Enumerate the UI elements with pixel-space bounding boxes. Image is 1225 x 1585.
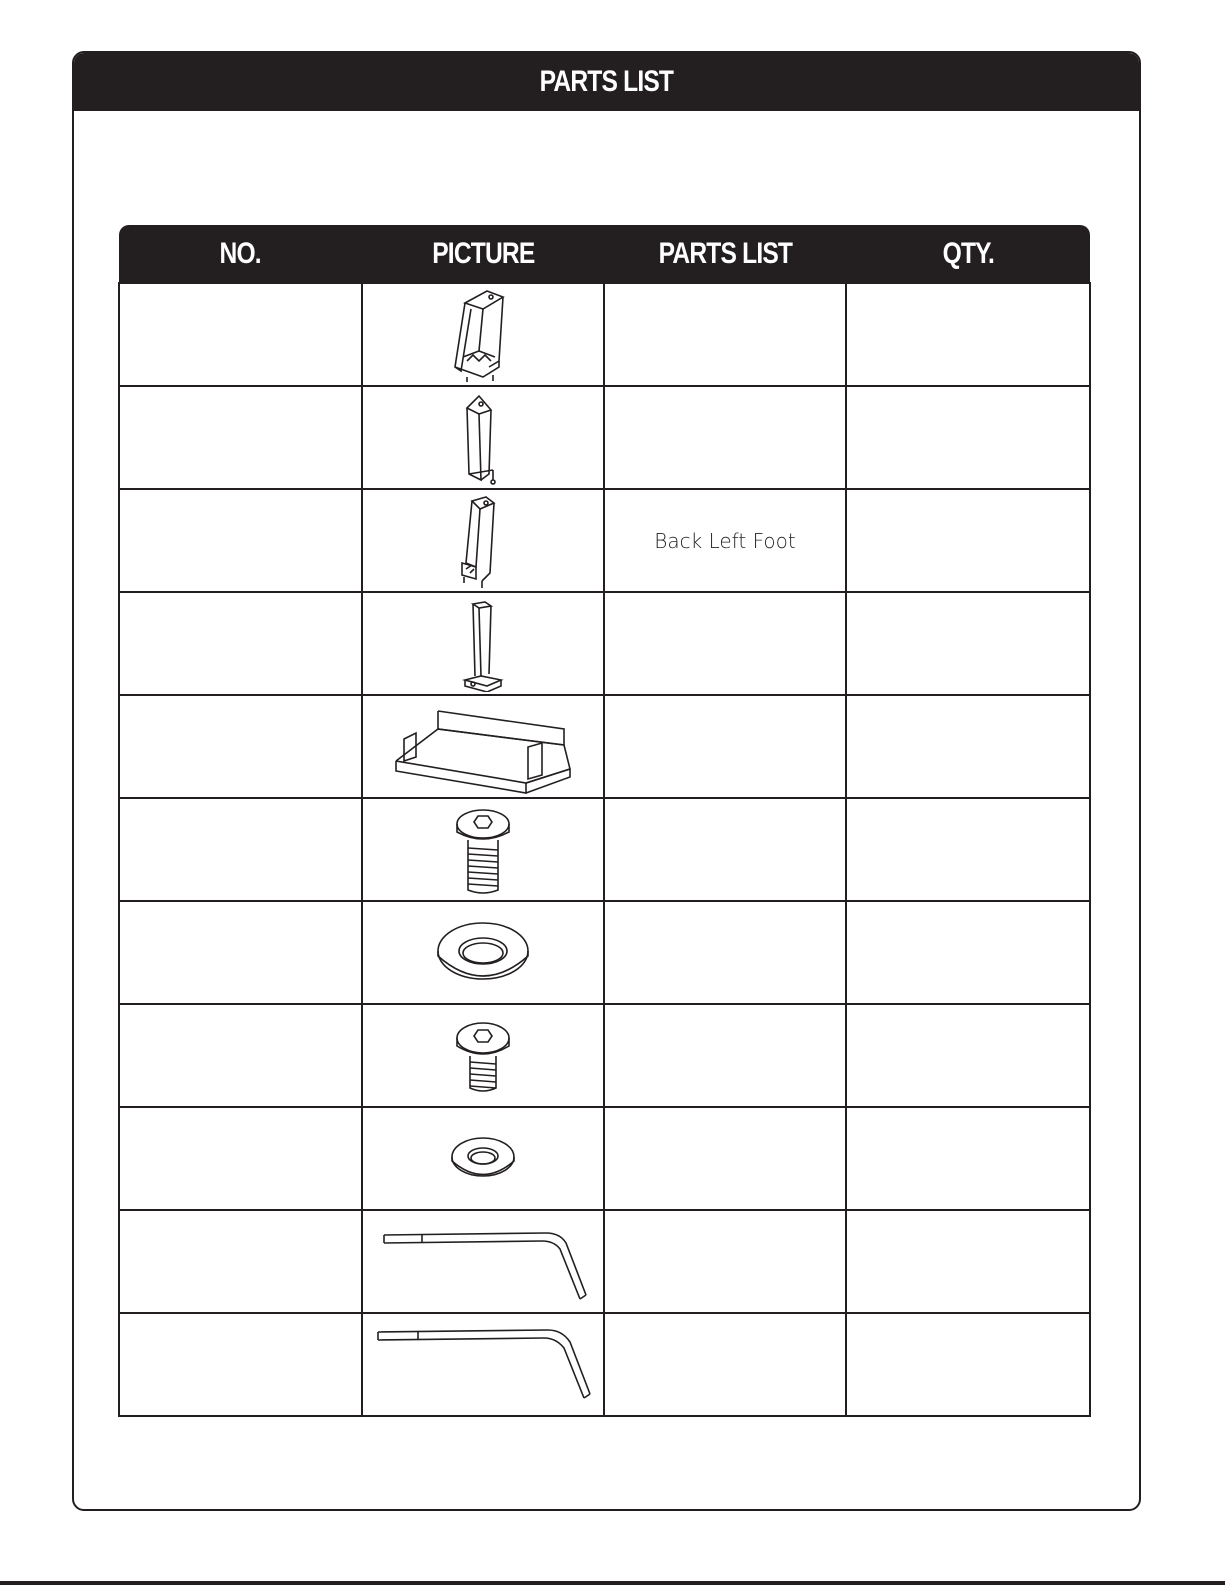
table-row xyxy=(119,386,1090,489)
part-qty xyxy=(846,1107,1090,1210)
part-qty xyxy=(846,489,1090,592)
picture-cell xyxy=(362,489,604,592)
part-name xyxy=(604,592,846,695)
back-left-foot-icon xyxy=(448,493,518,589)
sofa-frame-icon xyxy=(392,699,574,795)
part-qty xyxy=(846,386,1090,489)
part-qty xyxy=(846,1210,1090,1313)
row-number xyxy=(119,798,362,901)
table-row xyxy=(119,489,1090,592)
large-washer-icon xyxy=(433,918,533,988)
row-number xyxy=(119,283,362,386)
part-qty xyxy=(846,901,1090,1004)
header-qty: QTY. xyxy=(846,225,1090,283)
row-number xyxy=(119,489,362,592)
part-name xyxy=(604,386,846,489)
header-no: NO. xyxy=(119,225,362,283)
part-name xyxy=(604,1210,846,1313)
allen-key-short-icon xyxy=(376,1217,590,1307)
header-picture: PICTURE xyxy=(362,225,604,283)
part-qty xyxy=(846,1313,1090,1416)
table-row xyxy=(119,1107,1090,1210)
row-number xyxy=(119,386,362,489)
picture-cell xyxy=(362,1107,604,1210)
short-bolt-icon xyxy=(448,1016,518,1096)
picture-cell xyxy=(362,592,604,695)
table-header-row xyxy=(119,225,1090,283)
part-qty xyxy=(846,798,1090,901)
picture-cell xyxy=(362,695,604,798)
part-name xyxy=(604,1107,846,1210)
table-row xyxy=(119,901,1090,1004)
table-row xyxy=(119,592,1090,695)
picture-cell xyxy=(362,1313,604,1416)
picture-cell xyxy=(362,386,604,489)
row-number xyxy=(119,1313,362,1416)
table-row xyxy=(119,1004,1090,1107)
page-title: PARTS LIST xyxy=(539,65,674,98)
part-qty xyxy=(846,283,1090,386)
table-row xyxy=(119,283,1090,386)
part-name xyxy=(604,695,846,798)
part-name xyxy=(604,283,846,386)
picture-cell xyxy=(362,1004,604,1107)
part-name: Back Left Foot xyxy=(604,489,846,592)
row-number xyxy=(119,592,362,695)
row-number xyxy=(119,1210,362,1313)
table-row xyxy=(119,1210,1090,1313)
table-row xyxy=(119,695,1090,798)
parts-table xyxy=(118,225,1091,1417)
part-name xyxy=(604,1313,846,1416)
table-row xyxy=(119,798,1090,901)
row-number xyxy=(119,1004,362,1107)
front-right-foot-icon xyxy=(443,287,523,383)
panel-header xyxy=(74,53,1139,111)
row-number xyxy=(119,695,362,798)
bottom-rule xyxy=(0,1581,1225,1585)
part-qty xyxy=(846,695,1090,798)
part-qty xyxy=(846,1004,1090,1107)
small-washer-icon xyxy=(448,1134,518,1184)
part-name xyxy=(604,1004,846,1107)
picture-cell xyxy=(362,901,604,1004)
picture-cell xyxy=(362,283,604,386)
part-name xyxy=(604,798,846,901)
allen-key-long-icon xyxy=(372,1320,594,1410)
part-qty xyxy=(846,592,1090,695)
back-right-foot-icon xyxy=(453,596,513,692)
front-left-foot-icon xyxy=(453,390,513,486)
table-row xyxy=(119,1313,1090,1416)
picture-cell xyxy=(362,798,604,901)
picture-cell xyxy=(362,1210,604,1313)
part-name xyxy=(604,901,846,1004)
row-number xyxy=(119,1107,362,1210)
long-bolt-icon xyxy=(448,802,518,898)
row-number xyxy=(119,901,362,1004)
header-parts-list: PARTS LIST xyxy=(604,225,846,283)
